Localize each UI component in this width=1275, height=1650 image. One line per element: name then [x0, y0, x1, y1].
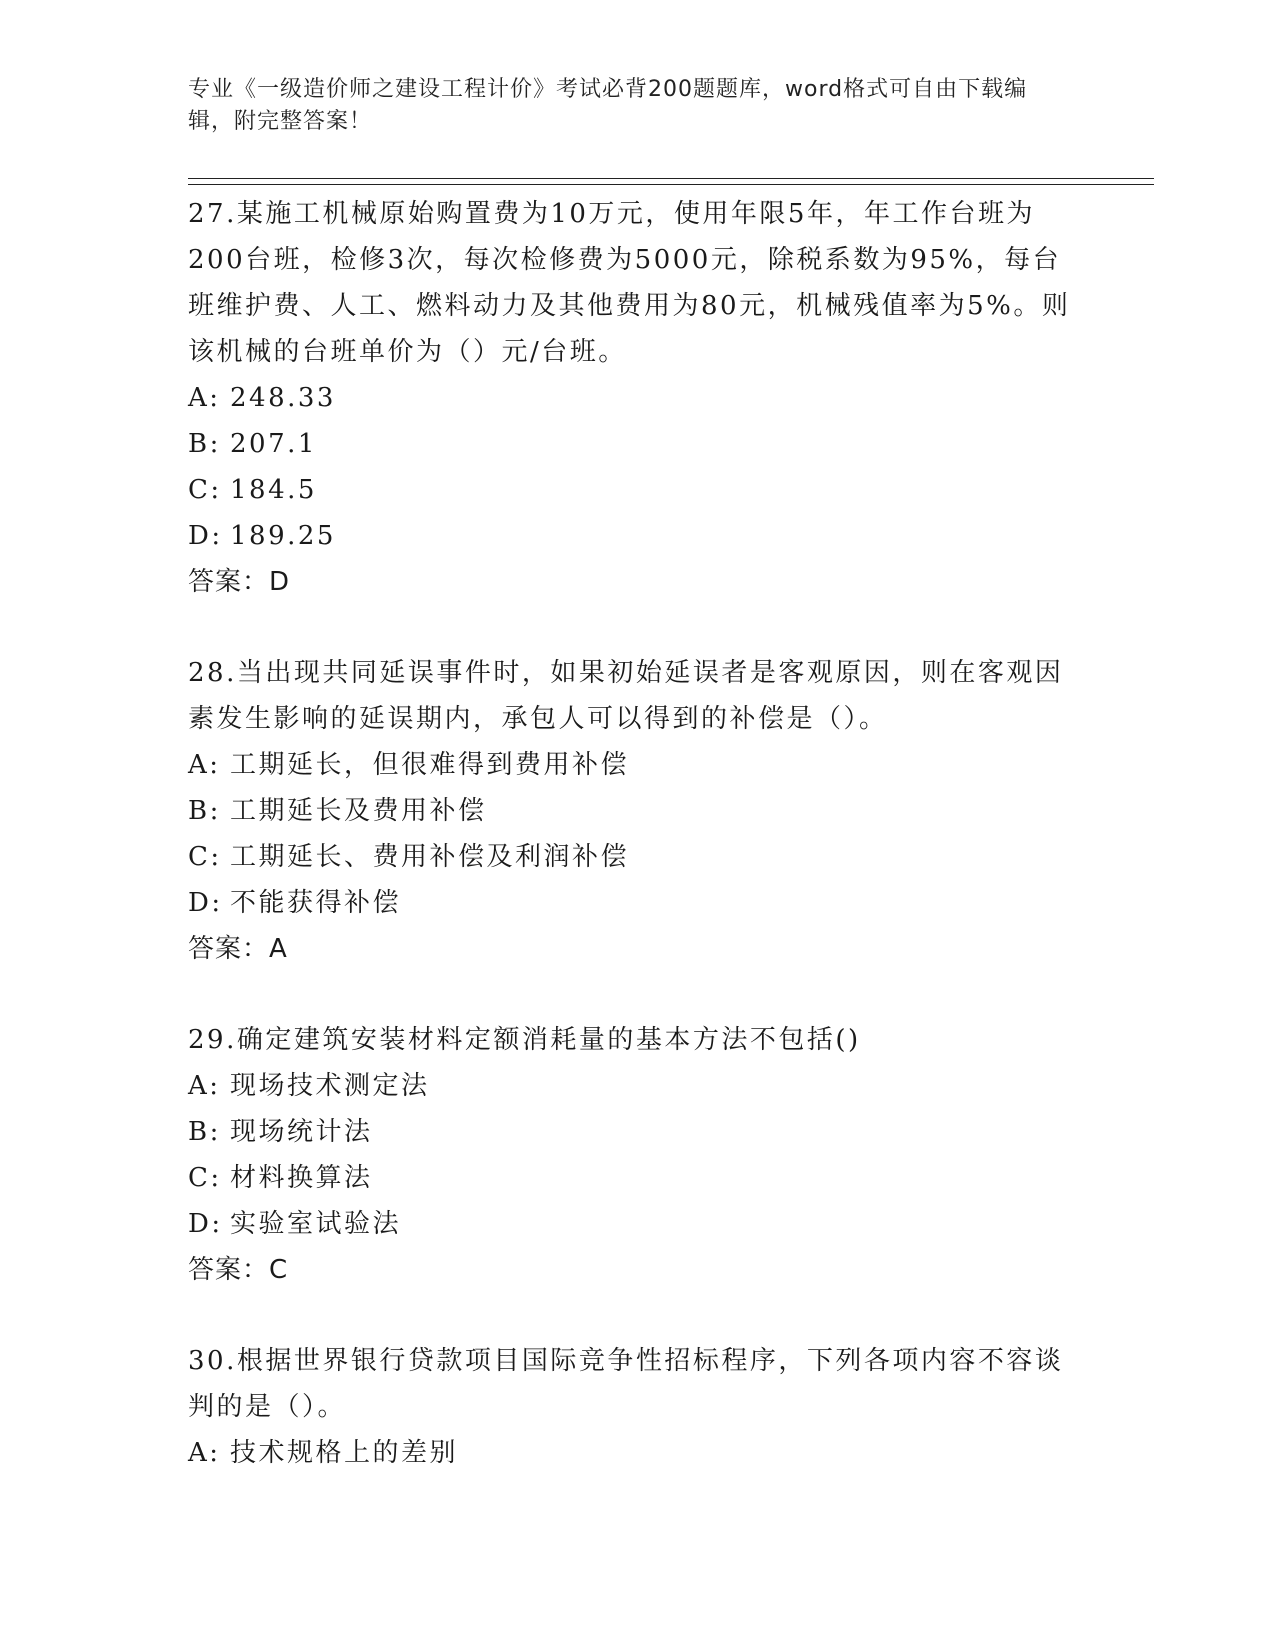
option-c — [188, 1155, 1088, 1201]
answer-line: 答案：C — [188, 1255, 289, 1285]
question-stem: 30.根据世界银行贷款项目国际竞争性招标程序，下列各项内容不容谈判的是（）。 — [188, 1346, 1064, 1422]
question-stem: 28.当出现共同延误事件时，如果初始延误者是客观原因，则在客观因素发生影响的延误期内，承包人可以得到的补偿是（）。 — [188, 658, 1064, 734]
option-text: 不能获得补偿 — [230, 888, 402, 918]
option-a — [188, 1063, 1088, 1109]
option-letter: D: — [188, 888, 223, 918]
option-text: 184.5 — [230, 475, 317, 505]
question-28 — [188, 650, 1088, 972]
option-text: 工期延长及费用补偿 — [230, 796, 487, 826]
option-text: 189.25 — [230, 521, 336, 551]
option-text: 248.33 — [230, 383, 336, 413]
option-b — [188, 1109, 1088, 1155]
option-c — [188, 467, 1088, 513]
option-d — [188, 880, 1088, 926]
option-letter: B: — [188, 429, 221, 459]
option-letter: A: — [188, 1071, 221, 1101]
option-text: 工期延长，但很难得到费用补偿 — [230, 750, 630, 780]
option-a — [188, 1430, 1088, 1476]
option-text: 实验室试验法 — [230, 1209, 402, 1239]
question-list — [188, 191, 1088, 1521]
option-d — [188, 513, 1088, 559]
question-stem: 27.某施工机械原始购置费为10万元，使用年限5年，年工作台班为200台班，检修3次，每次检修费为5000元，除税系数为95%，每台班维护费、人工、燃料动力及其他费用为80元，机械残值率为5%。则该机械的台班单价为（）元/台班。 — [188, 199, 1071, 367]
option-letter: C: — [188, 842, 222, 872]
option-letter: A: — [188, 383, 221, 413]
answer-line: 答案：D — [188, 567, 291, 597]
option-text: 材料换算法 — [230, 1163, 373, 1193]
option-letter: D: — [188, 521, 223, 551]
document-header: 专业《一级造价师之建设工程计价》考试必背200题题库，word格式可自由下载编辑，附完整答案！ — [188, 77, 1028, 134]
question-stem: 29.确定建筑安装材料定额消耗量的基本方法不包括() — [188, 1025, 861, 1055]
option-text: 工期延长、费用补偿及利润补偿 — [230, 842, 630, 872]
option-letter: B: — [188, 796, 221, 826]
option-letter: A: — [188, 750, 221, 780]
option-letter: C: — [188, 1163, 222, 1193]
answer-line: 答案：A — [188, 934, 288, 964]
option-text: 技术规格上的差别 — [230, 1438, 459, 1468]
option-text: 207.1 — [230, 429, 317, 459]
option-letter: B: — [188, 1117, 221, 1147]
option-letter: A: — [188, 1438, 221, 1468]
question-30 — [188, 1338, 1088, 1476]
option-text: 现场统计法 — [230, 1117, 373, 1147]
option-b — [188, 788, 1088, 834]
question-27 — [188, 191, 1088, 605]
option-b — [188, 421, 1088, 467]
option-a — [188, 742, 1088, 788]
question-29 — [188, 1017, 1088, 1293]
option-text: 现场技术测定法 — [230, 1071, 430, 1101]
option-d — [188, 1201, 1088, 1247]
option-c — [188, 834, 1088, 880]
option-letter: C: — [188, 475, 222, 505]
header-divider — [188, 178, 1154, 185]
option-letter: D: — [188, 1209, 223, 1239]
option-a — [188, 375, 1088, 421]
